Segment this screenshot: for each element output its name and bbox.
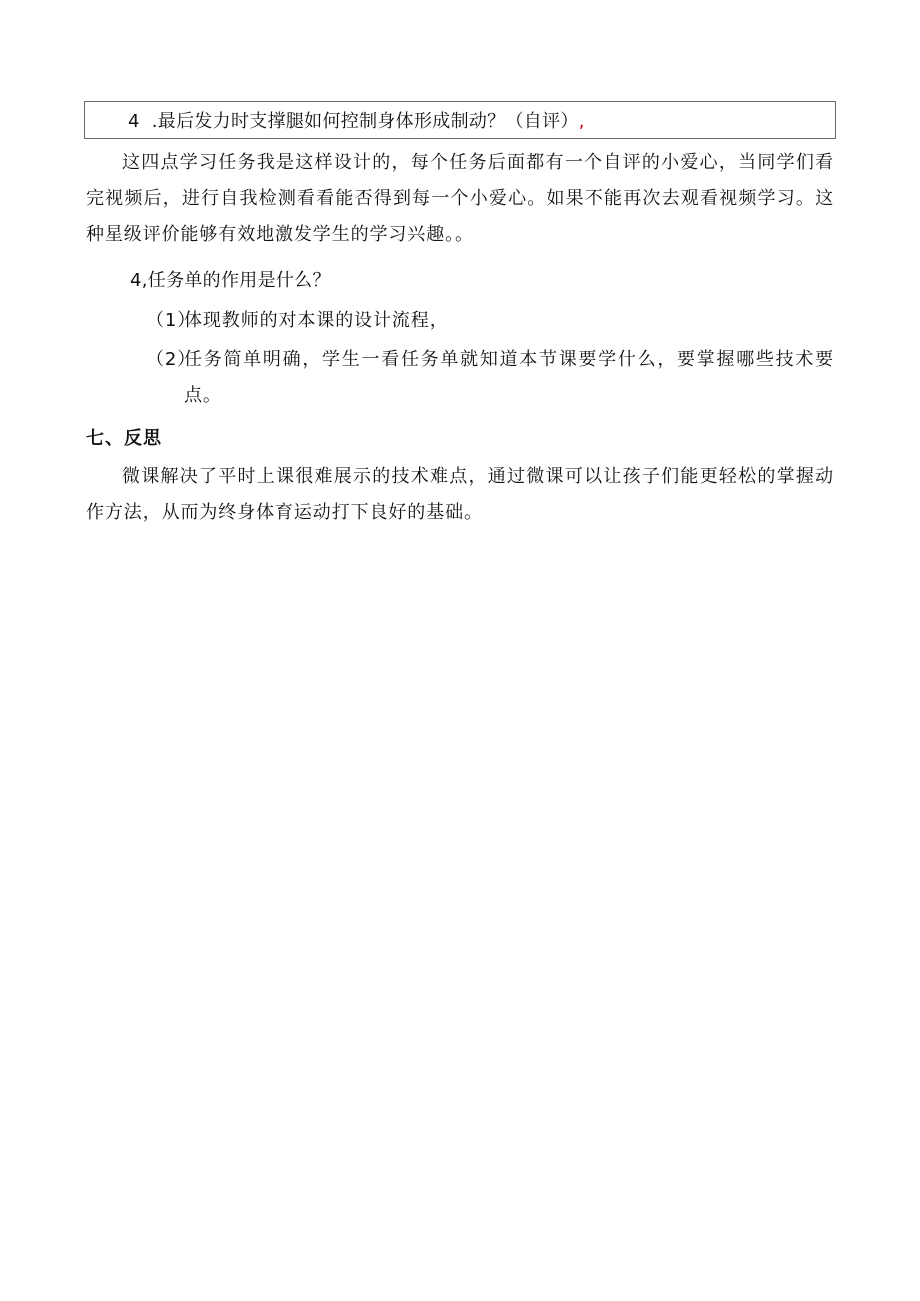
section-heading-reflection: 七、反思 <box>86 428 162 449</box>
list-item-text: 体现教师的对本课的设计流程， <box>184 310 449 331</box>
question-mark: , <box>578 111 585 132</box>
list-item <box>146 342 834 414</box>
question-box-text <box>128 110 585 134</box>
paragraph-task-design: 这四点学习任务我是这样设计的，每个任务后面都有一个自评的小爱心，当同学们看完视频后，进行自我检测看看能否得到每一个小爱心。如果不能再次去观看视频学习。这种星级评价能够有效地激发学生的学习兴趣。。 <box>86 152 834 245</box>
question-number: 4 <box>128 111 140 132</box>
list-item-text: 任务简单明确，学生一看任务单就知道本节课要学什么，要掌握哪些技术要点。 <box>184 349 834 406</box>
paragraph-reflection: 微课解决了平时上课很难展示的技术难点，通过微课可以让孩子们能更轻松的掌握动作方法，从而为终身体育运动打下良好的基础。 <box>86 466 834 523</box>
question-text: .最后发力时支撑腿如何控制身体形成制动？（自评） <box>151 111 579 132</box>
question-4-heading: 4,任务单的作用是什么？ <box>130 270 331 291</box>
list-item <box>146 303 834 339</box>
list-item-label: （1） <box>146 310 197 331</box>
list-item-label: （2） <box>146 349 197 370</box>
